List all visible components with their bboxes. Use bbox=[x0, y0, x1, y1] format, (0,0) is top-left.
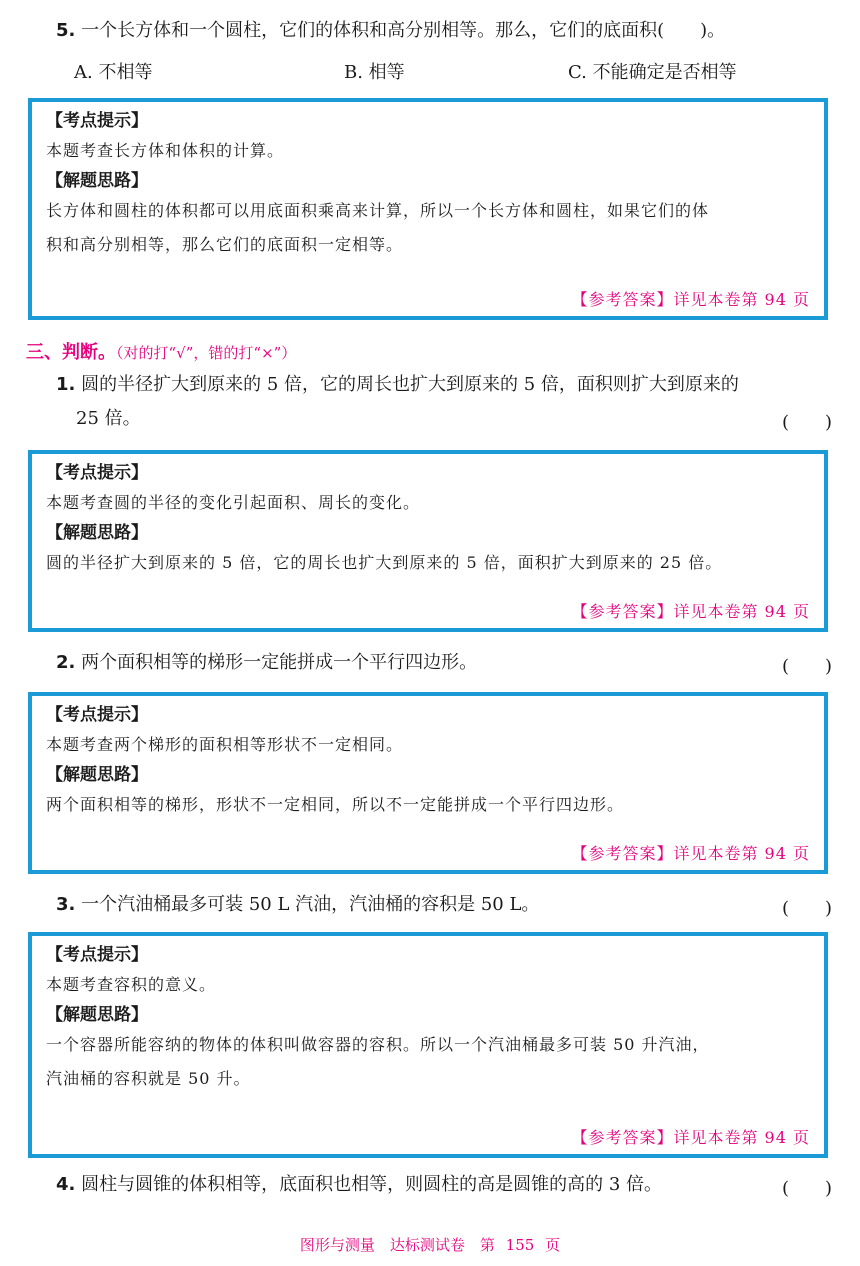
judge-3 bbox=[56, 892, 539, 918]
solution-heading: 【解题思路】 bbox=[46, 523, 148, 543]
section-title bbox=[26, 338, 296, 364]
question-text: 一个汽油桶最多可装 50 L 汽油，汽油桶的容积是 50 L。 bbox=[81, 894, 540, 915]
hint-text: 本题考查容积的意义。 bbox=[46, 975, 217, 994]
solution-text: 圆的半径扩大到原来的 5 倍，它的周长也扩大到原来的 5 倍，面积扩大到原来的 25 倍。 bbox=[46, 553, 723, 572]
option-c[interactable]: C. 不能确定是否相等 bbox=[568, 62, 737, 83]
question-text: 两个面积相等的梯形一定能拼成一个平行四边形。 bbox=[81, 652, 478, 673]
solution-heading: 【解题思路】 bbox=[46, 765, 148, 785]
section-heading: 三、判断。 bbox=[26, 342, 116, 363]
question-number: 1. bbox=[56, 374, 76, 395]
solution-text: 一个容器所能容纳的物体的体积叫做容器的容积。所以一个汽油桶最多可装 50 升汽油， bbox=[46, 1035, 710, 1054]
hint-text: 本题考查长方体和体积的计算。 bbox=[46, 141, 285, 160]
hint-heading: 【考点提示】 bbox=[46, 945, 148, 965]
solution-text: 长方体和圆柱的体积都可以用底面积乘高来计算，所以一个长方体和圆柱，如果它们的体 bbox=[46, 201, 710, 220]
judge-1-line2: 25 倍。 bbox=[76, 408, 141, 429]
answer-reference: 【参考答案】详见本卷第 94 页 bbox=[571, 602, 810, 621]
question-text: 圆的半径扩大到原来的 5 倍，它的周长也扩大到原来的 5 倍，面积则扩大到原来的 bbox=[81, 374, 739, 395]
hint-box-q5 bbox=[28, 98, 828, 320]
judge-1 bbox=[56, 372, 739, 398]
hint-heading: 【考点提示】 bbox=[46, 111, 148, 131]
option-a[interactable]: A. 不相等 bbox=[74, 62, 153, 83]
page-footer: 图形与测量 达标测试卷 第 155 页 bbox=[299, 1236, 561, 1254]
judge-2 bbox=[56, 650, 477, 676]
answer-blank[interactable]: ( ) bbox=[781, 898, 832, 919]
hint-box-j3 bbox=[28, 932, 828, 1158]
question-text: 一个长方体和一个圆柱，它们的体积和高分别相等。那么，它们的底面积( )。 bbox=[81, 20, 726, 41]
hint-box-j2 bbox=[28, 692, 828, 874]
section-instruction: （对的打“√”，错的打“×”） bbox=[116, 344, 297, 362]
answer-blank[interactable]: ( ) bbox=[781, 1178, 832, 1199]
answer-blank[interactable]: ( ) bbox=[781, 412, 832, 433]
answer-reference: 【参考答案】详见本卷第 94 页 bbox=[571, 290, 810, 309]
solution-text: 汽油桶的容积就是 50 升。 bbox=[46, 1069, 251, 1088]
answer-reference: 【参考答案】详见本卷第 94 页 bbox=[571, 1128, 810, 1147]
answer-blank[interactable]: ( ) bbox=[781, 656, 832, 677]
hint-heading: 【考点提示】 bbox=[46, 705, 148, 725]
judge-4 bbox=[56, 1172, 662, 1198]
question-number: 3. bbox=[56, 894, 76, 915]
hint-text: 本题考查两个梯形的面积相等形状不一定相同。 bbox=[46, 735, 404, 754]
solution-heading: 【解题思路】 bbox=[46, 171, 148, 191]
solution-text: 积和高分别相等，那么它们的底面积一定相等。 bbox=[46, 235, 404, 254]
question-number: 2. bbox=[56, 652, 76, 673]
hint-text: 本题考查圆的半径的变化引起面积、周长的变化。 bbox=[46, 493, 421, 512]
hint-box-j1 bbox=[28, 450, 828, 632]
question-number: 4. bbox=[56, 1174, 76, 1195]
solution-heading: 【解题思路】 bbox=[46, 1005, 148, 1025]
question-5 bbox=[56, 18, 725, 44]
option-b[interactable]: B. 相等 bbox=[344, 62, 405, 83]
hint-heading: 【考点提示】 bbox=[46, 463, 148, 483]
solution-text: 两个面积相等的梯形，形状不一定相同，所以不一定能拼成一个平行四边形。 bbox=[46, 795, 625, 814]
answer-reference: 【参考答案】详见本卷第 94 页 bbox=[571, 844, 810, 863]
question-text: 圆柱与圆锥的体积相等，底面积也相等，则圆柱的高是圆锥的高的 3 倍。 bbox=[81, 1174, 663, 1195]
question-number: 5. bbox=[56, 20, 76, 41]
